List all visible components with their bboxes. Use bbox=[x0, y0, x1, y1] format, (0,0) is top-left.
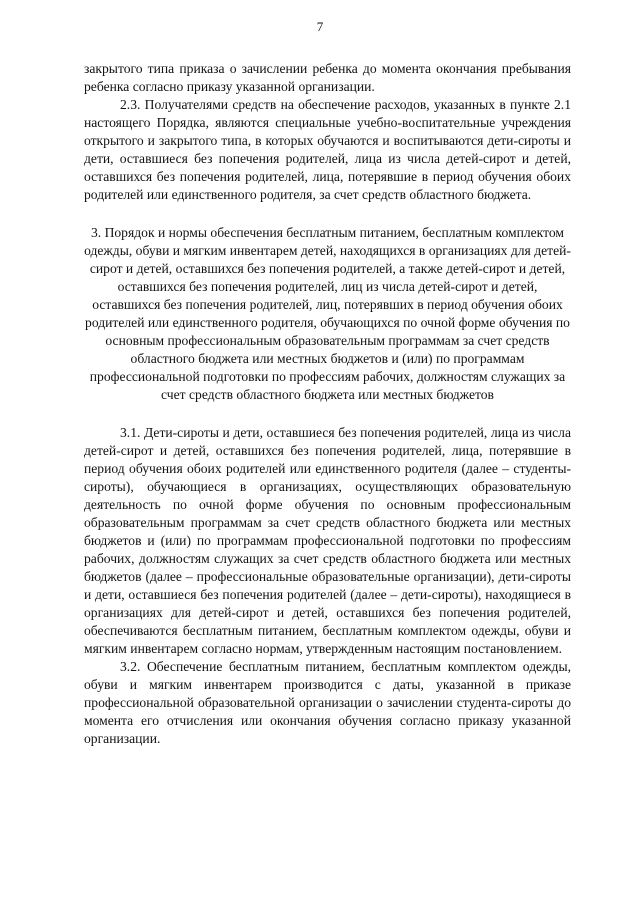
paragraph-3-2: 3.2. Обеспечение бесплатным питанием, бесплатным комплектом одежды, обуви и мягким инвентарем производится с даты, указанной в приказе профессиональной образовательной организации о зачислении студента-сироты до момента его отчисления или окончания обучения согласно приказу указанной организации. bbox=[84, 659, 571, 746]
paragraph-2-3: 2.3. Получателями средств на обеспечение расходов, указанных в пункте 2.1 настоящего Порядка, являются специальные учебно-воспитательные учреждения открытого и закрытого типа, в которых обучаются и воспитываются дети-сироты и дети, оставшиеся без попечения родителей, лица из числа детей-сирот и детей, оставшихся без попечения родителей, лица, потерявшие в период обучения обоих родителей или единственного родителя, за счет средств областного бюджета. bbox=[84, 97, 571, 202]
document-body bbox=[84, 60, 571, 748]
section-heading-3: 3. Порядок и нормы обеспечения бесплатным питанием, бесплатным комплектом одежды, обуви и мягким инвентарем детей, находящихся в организациях для детей-сирот и детей, оставшихся без попечения родителей, а также детей-сирот и детей, оставшихся без попечения родителей, лиц из числа детей-сирот и детей, оставшихся без попечения родителей, лиц, потерявших в период обучения обоих родителей или единственного родителя, обучающихся по очной форме обучения по основным профессиональным образовательным программам за счет средств областного бюджета или местных бюджетов и (или) по программам профессиональной подготовки по профессиям рабочих, должностям служащих за счет средств областного бюджета или местных бюджетов bbox=[84, 225, 571, 402]
paragraph-continuation: закрытого типа приказа о зачислении ребенка до момента окончания пребывания ребенка согласно приказу указанной организации. bbox=[84, 61, 571, 94]
page-number: 7 bbox=[316, 19, 324, 34]
paragraph-3-1: 3.1. Дети-сироты и дети, оставшиеся без попечения родителей, лица из числа детей-сирот и детей, оставшихся без попечения родителей, лица, потерявшие в период обучения обоих родителей или единственного родителя (далее – студенты-сироты), обучающиеся в организациях, осуществляющих образовательную деятельность по очной форме обучения по основным профессиональным образовательным программам за счет средств областного бюджета или местных бюджетов и (или) по программам профессиональной подготовки по профессиям рабочих, должностям служащих за счет средств областного бюджета или местных бюджетов (далее – профессиональные образовательные организации), дети-сироты и дети, оставшиеся без попечения родителей (далее – дети-сироты), находящиеся в организациях для детей-сирот и детей, оставшихся без попечения родителей, обеспечиваются бесплатным питанием, бесплатным комплектом одежды, обуви и мягким инвентарем согласно нормам, утвержденным настоящим постановлением. bbox=[84, 425, 571, 656]
